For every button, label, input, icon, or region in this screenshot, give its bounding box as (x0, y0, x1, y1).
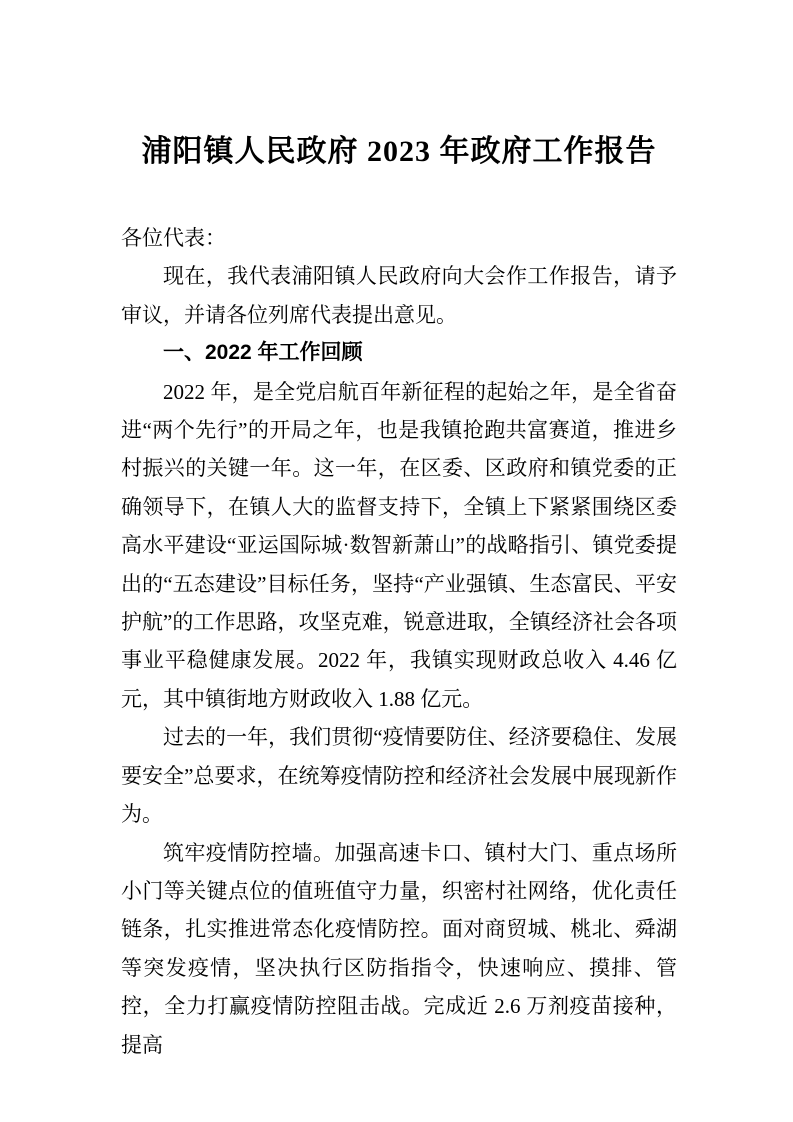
document-title (121, 131, 677, 173)
document-content (121, 219, 677, 1064)
paragraph-past-year: 过去的一年，我们贯彻“疫情要防住、经济要稳住、发展要安全”总要求，在统筹疫情防控和经济社会发展中展现新作为。 (121, 725, 677, 827)
section-heading-2022-review: 一、2022 年工作回顾 (163, 341, 363, 365)
salutation: 各位代表： (121, 226, 226, 250)
paragraph-intro: 现在，我代表浦阳镇人民政府向大会作工作报告，请予审议，并请各位列席代表提出意见。 (121, 264, 677, 327)
paragraph-2022-overview: 2022 年，是全党启航百年新征程的起始之年，是全省奋进“两个先行”的开局之年，也是我镇抢跑共富赛道，推进乡村振兴的关键一年。这一年，在区委、区政府和镇党委的正确领导下，在镇人大的监督支持下，全镇上下紧紧围绕区委高水平建设“亚运国际城·数智新萧山”的战略指引、镇党委提出的“五态建设”目标任务，坚持“产业强镇、生态富民、平安护航”的工作思路，攻坚克难，锐意进取，全镇经济社会各项事业平稳健康发展。2022 年，我镇实现财政总收入 4.46 亿元，其中镇街地方财政收入 1.88 亿元。 (121, 379, 677, 711)
document-title-text: 浦阳镇人民政府 2023 年政府工作报告 (141, 135, 657, 168)
paragraph-epidemic-prevention: 筑牢疫情防控墙。加强高速卡口、镇村大门、重点场所小门等关键点位的值班值守力量，织密村社网络，优化责任链条，扎实推进常态化疫情防控。面对商贸城、桃北、舜湖等突发疫情，坚决执行区防指指令，快速响应、摸排、管控，全力打赢疫情防控阻击战。完成近 2.6 万剂疫苗接种，提高 (121, 840, 677, 1057)
